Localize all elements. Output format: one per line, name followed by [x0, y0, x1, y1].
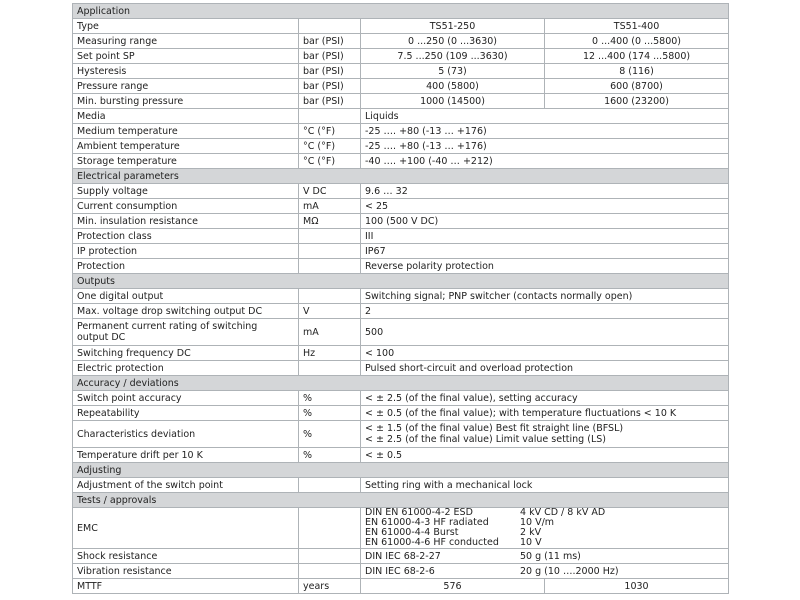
row-label: Temperature drift per 10 K	[73, 448, 299, 463]
table-row	[73, 564, 729, 579]
row-value: 0 ...400 (0 ...5800)	[545, 34, 729, 49]
row-unit	[299, 361, 361, 376]
table-row	[73, 421, 729, 448]
row-label: Vibration resistance	[73, 564, 299, 579]
table-row	[73, 214, 729, 229]
table-row	[73, 319, 729, 346]
row-value: 100 (500 V DC)	[361, 214, 729, 229]
row-label: Min. insulation resistance	[73, 214, 299, 229]
row-value: Liquids	[361, 109, 729, 124]
row-unit	[299, 109, 361, 124]
row-value: 0 ...250 (0 ...3630)	[361, 34, 545, 49]
row-value-line: < ± 2.5 (of the final value) Limit value setting (LS)	[365, 434, 606, 445]
row-label: Pressure range	[73, 79, 299, 94]
row-unit: V DC	[299, 184, 361, 199]
row-unit: bar (PSI)	[299, 79, 361, 94]
row-label: Repeatability	[73, 406, 299, 421]
col-ts51-250: TS51-250	[361, 19, 545, 34]
row-unit	[299, 564, 361, 579]
row-value: < ± 0.5 (of the final value); with temperature fluctuations < 10 K	[361, 406, 729, 421]
row-unit: °C (°F)	[299, 139, 361, 154]
row-unit	[299, 508, 361, 549]
test-standard: DIN IEC 68-2-27	[365, 550, 441, 562]
table-row	[73, 508, 729, 549]
row-unit	[299, 229, 361, 244]
row-value: 12 ...400 (174 ...5800)	[545, 49, 729, 64]
table-row	[73, 139, 729, 154]
row-label: Supply voltage	[73, 184, 299, 199]
specifications-table	[72, 3, 729, 594]
row-unit	[299, 244, 361, 259]
emc-standard: EN 61000-4-6 HF conducted	[365, 537, 499, 548]
row-label: EMC	[73, 508, 299, 549]
row-unit: MΩ	[299, 214, 361, 229]
row-value: Pulsed short-circuit and overload protection	[361, 361, 729, 376]
test-standard: DIN IEC 68-2-6	[365, 565, 435, 577]
row-unit	[299, 478, 361, 493]
row-unit	[299, 549, 361, 564]
row-value: -25 …. +80 (-13 … +176)	[361, 124, 729, 139]
table-row	[73, 549, 729, 564]
row-unit: %	[299, 391, 361, 406]
section-title: Tests / approvals	[73, 493, 729, 508]
table-row	[73, 64, 729, 79]
row-label-line: Permanent current rating of switching	[77, 321, 258, 332]
section-adjusting	[73, 463, 729, 478]
row-value: Reverse polarity protection	[361, 259, 729, 274]
row-label: Min. bursting pressure	[73, 94, 299, 109]
table-row	[73, 391, 729, 406]
table-row	[73, 229, 729, 244]
row-value	[361, 421, 729, 448]
row-label: Electric protection	[73, 361, 299, 376]
table-row	[73, 184, 729, 199]
section-outputs	[73, 274, 729, 289]
section-title: Outputs	[73, 274, 729, 289]
row-unit: bar (PSI)	[299, 34, 361, 49]
row-value: IP67	[361, 244, 729, 259]
row-value: 1030	[545, 579, 729, 594]
row-unit: %	[299, 421, 361, 448]
row-label: Current consumption	[73, 199, 299, 214]
row-label: Ambient temperature	[73, 139, 299, 154]
row-label: Switching frequency DC	[73, 346, 299, 361]
emc-standard: EN 61000-4-4 Burst	[365, 527, 459, 538]
row-value: 576	[361, 579, 545, 594]
row-label: Storage temperature	[73, 154, 299, 169]
row-label: Media	[73, 109, 299, 124]
row-value-line: < ± 1.5 (of the final value) Best fit straight line (BFSL)	[365, 423, 624, 434]
emc-standard: EN 61000-4-3 HF radiated	[365, 517, 489, 528]
table-row	[73, 109, 729, 124]
table-row	[73, 34, 729, 49]
row-value	[361, 564, 729, 579]
row-value: 9.6 … 32	[361, 184, 729, 199]
row-label: Adjustment of the switch point	[73, 478, 299, 493]
row-label: Set point SP	[73, 49, 299, 64]
emc-value: 4 kV CD / 8 kV AD	[520, 507, 606, 518]
row-value: < 25	[361, 199, 729, 214]
row-unit: Hz	[299, 346, 361, 361]
table-row	[73, 304, 729, 319]
row-value: < ± 0.5	[361, 448, 729, 463]
table-row	[73, 289, 729, 304]
row-label: Type	[73, 19, 299, 34]
emc-standard: DIN EN 61000-4-2 ESD	[365, 507, 473, 518]
section-title: Electrical parameters	[73, 169, 729, 184]
col-ts51-400: TS51-400	[545, 19, 729, 34]
row-unit: °C (°F)	[299, 124, 361, 139]
table-row	[73, 478, 729, 493]
row-unit: mA	[299, 199, 361, 214]
row-unit: °C (°F)	[299, 154, 361, 169]
row-label: Hysteresis	[73, 64, 299, 79]
row-unit	[299, 289, 361, 304]
row-label: One digital output	[73, 289, 299, 304]
row-unit: years	[299, 579, 361, 594]
row-unit: %	[299, 406, 361, 421]
row-value: 2	[361, 304, 729, 319]
row-label: Medium temperature	[73, 124, 299, 139]
row-value: 8 (116)	[545, 64, 729, 79]
emc-value: 2 kV	[520, 527, 542, 538]
row-label	[73, 319, 299, 346]
table-row	[73, 346, 729, 361]
row-label-line: output DC	[77, 332, 126, 343]
row-value: -40 …. +100 (-40 … +212)	[361, 154, 729, 169]
section-electrical	[73, 169, 729, 184]
section-title: Accuracy / deviations	[73, 376, 729, 391]
row-label: Shock resistance	[73, 549, 299, 564]
row-value: 600 (8700)	[545, 79, 729, 94]
section-application	[73, 4, 729, 19]
row-label: IP protection	[73, 244, 299, 259]
emc-values	[361, 508, 729, 549]
row-label: Measuring range	[73, 34, 299, 49]
row-unit: %	[299, 448, 361, 463]
row-unit: bar (PSI)	[299, 64, 361, 79]
table-row	[73, 244, 729, 259]
table-row	[73, 448, 729, 463]
emc-value: 10 V/m	[520, 517, 555, 528]
section-tests	[73, 493, 729, 508]
table-row	[73, 79, 729, 94]
row-unit: bar (PSI)	[299, 49, 361, 64]
row-value: -25 …. +80 (-13 … +176)	[361, 139, 729, 154]
row-value: 5 (73)	[361, 64, 545, 79]
section-accuracy	[73, 376, 729, 391]
table-row	[73, 19, 729, 34]
table-row	[73, 49, 729, 64]
row-label: Protection class	[73, 229, 299, 244]
row-value: III	[361, 229, 729, 244]
row-value: 1000 (14500)	[361, 94, 545, 109]
row-value: 1600 (23200)	[545, 94, 729, 109]
row-value: 500	[361, 319, 729, 346]
row-label: Protection	[73, 259, 299, 274]
row-label: Characteristics deviation	[73, 421, 299, 448]
row-value: < 100	[361, 346, 729, 361]
row-label: Max. voltage drop switching output DC	[73, 304, 299, 319]
row-unit	[299, 19, 361, 34]
table-row	[73, 154, 729, 169]
row-value: Setting ring with a mechanical lock	[361, 478, 729, 493]
row-label: Switch point accuracy	[73, 391, 299, 406]
section-title: Application	[73, 4, 729, 19]
row-unit: mA	[299, 319, 361, 346]
row-unit: V	[299, 304, 361, 319]
row-unit: bar (PSI)	[299, 94, 361, 109]
row-value: 7.5 ...250 (109 ...3630)	[361, 49, 545, 64]
test-value: 50 g (11 ms)	[520, 550, 581, 562]
row-unit	[299, 259, 361, 274]
row-value: < ± 2.5 (of the final value), setting accuracy	[361, 391, 729, 406]
table-row	[73, 124, 729, 139]
table-row	[73, 361, 729, 376]
row-value: 400 (5800)	[361, 79, 545, 94]
section-title: Adjusting	[73, 463, 729, 478]
spec-sheet	[72, 3, 728, 594]
table-row	[73, 259, 729, 274]
row-value	[361, 549, 729, 564]
table-row	[73, 406, 729, 421]
row-label: MTTF	[73, 579, 299, 594]
table-row	[73, 94, 729, 109]
table-row	[73, 579, 729, 594]
test-value: 20 g (10 ….2000 Hz)	[520, 565, 619, 577]
table-row	[73, 199, 729, 214]
emc-value: 10 V	[520, 537, 542, 548]
row-value: Switching signal; PNP switcher (contacts normally open)	[361, 289, 729, 304]
